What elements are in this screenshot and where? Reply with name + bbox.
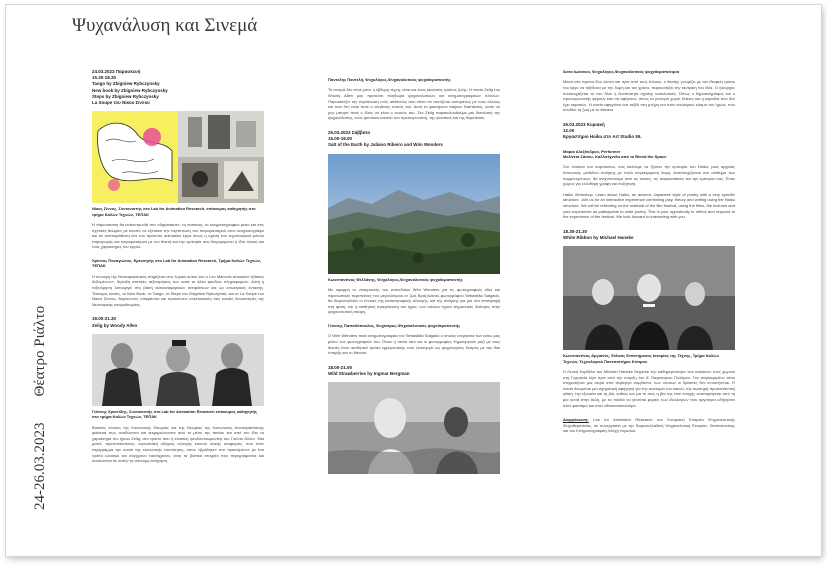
white-ribbon-still-image <box>563 246 735 350</box>
zelig-still-image <box>92 334 264 406</box>
event-venue: Θέατρο Ριάλτο <box>32 305 48 397</box>
program-sheet <box>6 5 821 556</box>
organizers-note <box>563 417 735 434</box>
abstract-text: Η παρουσίαση θα επικεντρωθεί στο «Apparatus», τη συσκευή, το κινηματογραφικό μέσο και στις σχετικές θεωρίες με σκοπό να εξετάσει την περίπτωση του πειραματισμού στον κινηματογράφο και σε αντιπαράθεση ένα του πρότυπο animation έργα όπως η σχέση του τεχνολογικού μέσου παραγωγής και πειραματισμού με τον θεατή και την εμπειρία που διαμορφώνει η ίδια πλοκή και τους χαρακτήρες του έργου. <box>92 222 264 250</box>
page-title: Ψυχανάλυση και Σινεμά <box>72 15 258 36</box>
column-3 <box>563 69 735 434</box>
abstract-text: Η σύνοψη της Νευταιρικότητας στηρίζεται στις λογικά αυτού του ο Lev Manovic αποκαλεί «βάσεις δεδομένων», δηλαδή στατικές ταξινομήσεις των κατά το άλλα ψευδών πληροφοριών. Αυτή η ταξινόμηση λειτουργεί στη βάση αυτοαναφορικών αντιφάσεων και ως εσωτερικές έντασης. Τέσσερις ταινίες, το New Book, το Tango, το Steps του Zbigniew Rybczyński, και το La Soupe του Νίκου Σίννου, διερευνούν, επαφίενται και προτείνουν εναλλακτικές στις ενιαίες δυνατότητες της Νευταιρικής κοσμοθεωρίας. <box>92 273 264 307</box>
abstract-text: Η Λευκή Κορδέλα του Michael Haneke διηγείται την καθημερινότητα των κατοίκων ενός χωριού στη Γερμανία λίγο πριν από την έναρξη του Α' Παγκόσμιου Πολέμου. Τον συγκεκριμένο τόπο στιγματίζουν μια σειρά από περίεργα συμβάντα, των οποίων οι δράστες δεν εντοπίζονται. Η ταινία θεωρείται μια σχηματική αφήγηση για την ανατομία του κακού, την αυστηρή προτεσταντική ηθική, την εξουσία και τη βία, καθώς και για το πώς η βία της τότε εποχής αναπαράγεται από τη μία γενιά στην άλλη, με τα παιδιά να γίνονται φορείς των ιδεολογιών που αργότερα οδήγησαν στον φασισμό και στον εθνικοσοσιαλισμό. <box>563 368 735 408</box>
side-label <box>32 50 49 510</box>
abstract-text: Το σινεμά δεν είναι μόνο η έβδομη τέχνη, είναι και ένας εικονικός τρόπος ζωής. Η ταινία Zelig του Woody Allen μας προτείνει πληθώρα ψυχαναλυτικών και κινηματογραφικών πλάνων. Παρουσιάζει την περίπτωση ενός ασθενούς που τείνει να ταυτίζεται αυτομάτως με τους άλλους και που δεν είναι ποτέ ο αληθινός εαυτός του. Αυτό το φαινόμενο παίρνει διαστάσεις, ώστε να μην μπορεί ποτέ ο ίδιος να είναι ο εαυτός του. Στο Zelig παρακολουθούμε μια διαπλοκή της ψυχανάλυσης, ενός ψεύτικου εαυτού του πρωταγωνιστή, της γυναίκας και της θεραπείας. <box>328 87 500 121</box>
abstract-text: Στο πλαίσιο του συμπόσιου, σας καλούμε να ζήσετε την εμπειρία του Haiku, μιας αρχαίας Ιαπωνικής μεθόδου ποίησης με πολύ συγκεκριμένη δομή. Αντιστοιχίζονται στο αίσθημα των συμμετεχόντων, θα ανιχνεύσουμε από τις ταινίες, τις παρουσιάσεις και την εμπειρία σας. Ένας χώρος για ελεύθερη γραφή και συζήτηση. <box>563 164 735 187</box>
abstract-text: Ο Wim Wenders ποιεί κινηματογραφικά τον Sebastião Salgado ο οποίος ενεργείται των κάτω μας μέσω των φωτογραφιών του. Όσον η ταινία όσο και οι φωτογραφίες δημιουργούν μαζί με τους θεατές έναν αισθητικό τρόπο ερμηνευτικής που λειτουργεί ως ψυχολογικός δεσμός με την ίδια ύπαρξη και το θάνατο. <box>328 333 500 356</box>
speaker-caption: Νίκος Σίννος, Συντονιστής στο Lab for Animation Research, επίκουρος καθηγητής στο τμήμα Καλών Τεχνών, ΤΕΠΑΚ <box>92 206 256 217</box>
day2-evening-schedule: 18.00-21.00 Wild Strawberries by Ingmar Bergman <box>328 364 410 376</box>
day1-evening-schedule: 19.00-21.30 Zelig by Woody Allen <box>92 316 138 328</box>
speaker-caption: Κωνσταντίνος Αργιανός, Ειδικός Επιστήμονας Ιστορίας της Τέχνης, Τμήμα Καλών Τεχνών, Τεχνολογικό Πανεπιστήμιο Κύπρου <box>563 353 719 364</box>
abstract-text: Βασικές έννοιες της Κοινωνικής Θεωρίας και της Θεωρίας της Κοινωνικής Αναπαράστασης φαίνεται πως αναδύονται και τεκμηριώνονται από το μέσο της ταινίας και από τον ίδιο τα χαρακτήρα τον ήρωα Zelig, στο τρόπο που η κλασική ψευδοντοκιμαντέρ του Γούντυ Άλλεν. Μια ματιά, τηλεοπτικοποιός, ευρωπαϊκή οδηγική αλλαγής εαυτού υλικής αναφοράς, που στον περιγράμμα την ουσία της κοινωνικής ταυτότητας, οπου «βρέθηκε» στο «φαινόμενο» με ένα τρόπο κλασικό και σύγχρονο ταυτόχρονα, είναι τα βασικά στοιχεία που περιγράφονται και αναλύονται σε αυτήν τη σύντομη εισήγηση. <box>92 424 264 464</box>
abstract-text: Μέσα στα πρώτα δύο λεπτά και πριν από τους τίτλους, ο θεατής γνωρίζει με τον ιδιοφυή τρόπο του έργο να ταξιδεύει με την δομή και τον χρόνο, παρουσιάζει την κεντρική του ιδέα. Ο ήλιαρχος αναστοχάζεται το νου δίνει η δυνατότητα σχέσης καταλυτικές. Όπως ο δημοσιογράφος και ο πρωταγωνιστής φέρουν κάτι να αφήσουν, όπως τα ρολόγια χωρίς δείκτες και η καρυδιά που δεν έχει καρπούς. Η ταινία αφηγείται ένα ταξίδι στη μνήμη και στον εσωτερικό κόσμο του ήρωα, που συνδέει τη ζωή με το θάνατο. <box>563 79 735 113</box>
organizers-label: Διοργάνωση: <box>563 417 589 423</box>
day1-schedule: 24.03.2023 Παρασκευή 15.30-18.30 Tango by Zbigniew Rybczynsky New book by Zbigniew Rybczynsky Steps by Zbigniew Rybczynsky La Soupe του Νίκου Σίννου <box>92 69 168 106</box>
wild-strawberries-still-image <box>328 382 500 474</box>
salt-of-earth-still-image <box>328 154 500 274</box>
speaker-caption: Παντελής Παντελή, Ψυχολόγος-Ψυχαναλυτικός ψυχοθεραπευτής <box>328 77 451 82</box>
event-dates: 24-26.03.2023 <box>32 422 48 510</box>
day3-schedule: 26.03.2023 Κυριακή 12.00 Εργαστήριο Haiku στο Art Studio 55. <box>563 121 642 140</box>
speaker-caption: Γιάννης Παπαδόπουλος, Ψυχίατρος-Ψυχαναλυτικός ψυχοθεραπευτής <box>328 322 461 328</box>
organizers-text: Lab for Animation Research του Κυπριακή Εταιρεία Ψυχαναλυτικής Ψυχοθεραπείας, σε συνεργασία με την Βορειοελλαδική Ψυχαναλυτική Εταιρεία, Θεσσαλονίκης και του Κινηματογραφική Λέσχη Λεμεσού. <box>563 417 735 434</box>
abstract-text-english: Haiku Workshop. Learn about Haiku, an ancient, Japanese style of poetry with a very specific structure. Join us for an interactive experience combining play, theory and writing using the Haiku structure. We will be reflecting on the material of the film festival, using the films, the lectures and your experience as participants to write poetry. This is your opportunity to reflect and respond to the experience of the festival. We look forward to interacting with you. <box>563 191 735 220</box>
day2-schedule: 25.03.2023 Σάββατο 15.00-18.00 Salt of the Earth by Juliano Ribeiro and Wim Wenders <box>328 129 443 148</box>
speaker-caption: Γιάννης Χριστίδης, Συντονιστής στο Lab for Animation Research επίκουρος καθηγητής στο τμήμα Καλών Τεχνών, ΤΕΠΑΚ <box>92 408 258 420</box>
day3-evening-schedule: 18.30-21.30 White Ribbon by Michael Haneke <box>563 228 634 240</box>
speaker-caption: Κωνσταντίνος Φελλάνης, Ψυχολόγος-Ψυχαναλυτικός ψυχοθεραπευτής <box>328 276 463 282</box>
speaker-caption: Άννα Ιωάννου, Ψυχολόγος-Ψυχαναλυτικός ψυχοθεραπεύτρια <box>563 69 680 74</box>
column-1 <box>92 69 264 464</box>
film-stills-image <box>92 111 264 203</box>
abstract-text: Με αφορμή το ντοκιμαντέρ του σπουδαίου Wim Wenders για τις φωτογραφικές όδοι και προσωπικές περιπέτειες του μεγαλύτερου εν ζωή Βραζιλιάνου φωτογράφου Sebastião Salgado, θα διερευνηθούν οι έννοιες της καταστροφικής αλλαγής, και της ανάγκης για μια νέα επιστροφή στη φύση, και η αισθητική πραγάτευση του ήχου, των οποίων έχουν σημαντικές ιδιότητες στην ψυχαναλυτική σκέψη. <box>328 286 500 315</box>
speaker-caption: Μαρία Αλεξάνδρου, Performer Μελίνεια Σάσου, Καλλιτέχνιδα από το Blend the Space <box>563 148 667 159</box>
speaker-caption: Χρίστος Παναγιώτου, Ερευνητής στο Lab for Animation Research, Τμήμα Καλών Τεχνών, ΤΕΠΑΚ <box>92 258 261 269</box>
column-2 <box>328 69 500 474</box>
